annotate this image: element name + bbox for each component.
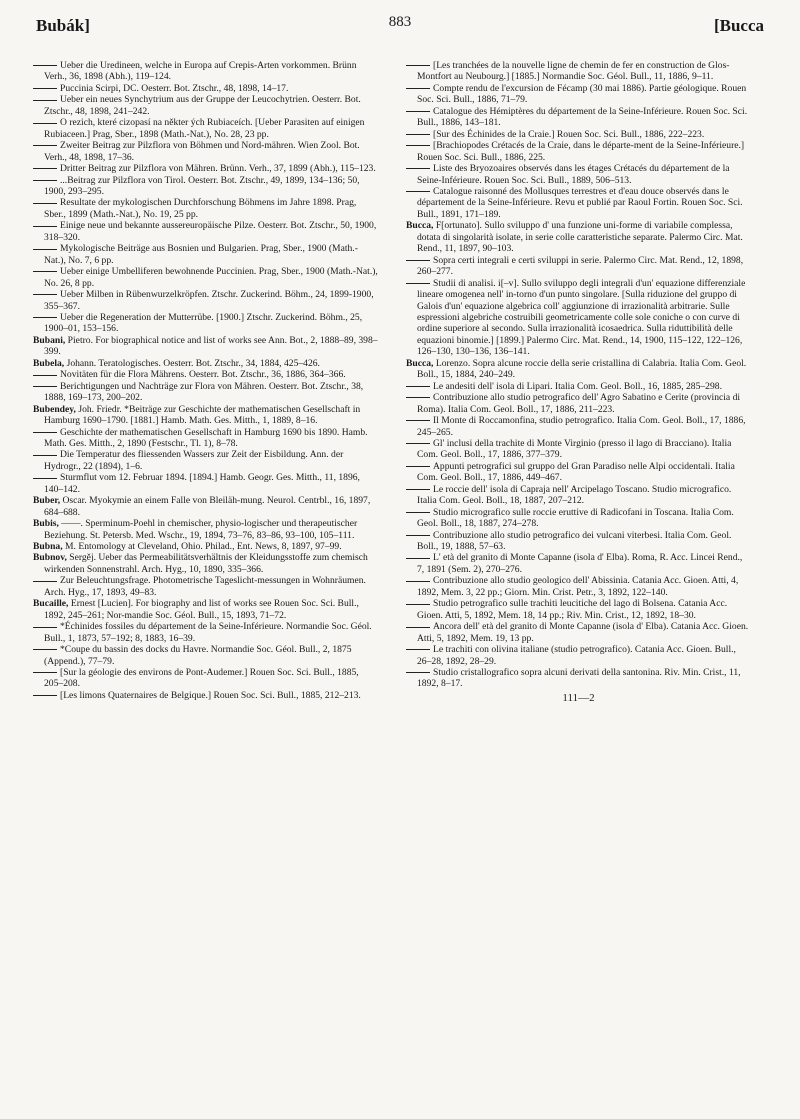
sub-entry <box>406 530 751 553</box>
sub-entry <box>406 381 751 392</box>
sub-entry <box>33 472 378 495</box>
sub-entry <box>33 381 378 404</box>
header-left-guide: Bubák] <box>36 16 90 35</box>
entry-text: Ueber die Regeneration der Mutterrübe. [1900.] Ztschr. Zuckerind. Böhm., 25, 1900–01, 153–156. <box>44 311 363 335</box>
sub-entry <box>406 552 751 575</box>
sub-entry <box>406 392 751 415</box>
author-entry <box>33 404 378 427</box>
entry-text: Puccinia Scirpi, DC. Oesterr. Bot. Ztschr., 48, 1898, 14–17. <box>60 82 289 94</box>
sub-entry <box>406 461 751 484</box>
entry-text: Novitäten für die Flora Mährens. Oesterr. Bot. Ztschr., 36, 1886, 364–366. <box>60 369 346 381</box>
ditto-dash <box>33 695 57 696</box>
sub-entry <box>406 83 751 106</box>
entry-text: Joh. Friedr. *Beiträge zur Geschichte der mathematischen Gesellschaft in Hamburg 1690–1790. [1881.] Hamb. Math. Ges. Mitth., 1, 1889, 8–16. <box>44 403 361 427</box>
ditto-dash <box>406 283 430 284</box>
entry-text: [Sur des Échinides de la Craie.] Rouen Soc. Sci. Bull., 1886, 222–223. <box>433 128 705 140</box>
entry-text: F[ortunato]. Sullo sviluppo d' una funzione uni-forme di variabile complessa, dotata di singolarità isolate, in serie colle caratteristiche separate. Palermo Circ. Mat. Rend., 11, 1897, 90–103. <box>417 220 743 255</box>
ditto-dash <box>33 100 57 101</box>
ditto-dash <box>33 271 57 272</box>
ditto-dash <box>33 168 57 169</box>
author-name: Buber, <box>33 495 61 507</box>
sub-entry <box>406 140 751 163</box>
entry-text: Ueber ein neues Synchytrium aus der Gruppe der Leucochytrien. Oesterr. Bot. Ztschr., 48, 1898, 241–242. <box>44 94 361 117</box>
entry-text: Studio micrografico sulle roccie eruttive di Radicofani in Toscana. Italia Com. Geol. Boll., 18, 1887, 274–278. <box>417 506 734 530</box>
entry-text: Catalogue raisonné des Mollusques terrestres et d'eau douce observés dans le département de la Seine-Inférieure. Revu et publié par Raoul Fortin. Rouen Soc. Sci. Bull., 1891, 171–189. <box>417 185 743 220</box>
ditto-dash <box>406 191 430 192</box>
sub-entry <box>406 129 751 140</box>
left-column <box>33 60 378 701</box>
ditto-dash <box>33 432 57 433</box>
ditto-dash <box>406 466 430 467</box>
entry-text: [Brachiopodes Crétacés de la Craie, dans le départe-ment de la Seine-Inférieure.] Rouen Soc. Sci. Bull., 1886, 225. <box>417 140 745 163</box>
author-entry <box>33 358 378 369</box>
ditto-dash <box>406 65 430 66</box>
entry-text: *Échinides fossiles du département de la Seine-Inférieure. Normandie Soc. Géol. Bull., 1, 1873, 57–192; 8, 1883, 16–39. <box>44 621 372 644</box>
author-name: Bubna, <box>33 541 63 553</box>
ditto-dash <box>406 604 430 605</box>
author-name: Bucca, <box>406 220 434 232</box>
ditto-dash <box>406 111 430 112</box>
ditto-dash <box>406 672 430 673</box>
sub-entry <box>33 243 378 266</box>
entry-text: Contribuzione allo studio petrografico dei vulcani viterbesi. Italia Com. Geol. Boll., 19, 1888, 57–63. <box>417 529 732 553</box>
entry-text: [Les limons Quaternaires de Belgique.] Rouen Soc. Sci. Bull., 1885, 212–213. <box>60 689 361 701</box>
author-entry <box>33 335 378 358</box>
sub-entry <box>33 83 378 94</box>
sub-entry <box>33 690 378 701</box>
sub-entry <box>33 369 378 380</box>
sub-entry <box>406 163 751 186</box>
sub-entry <box>406 106 751 129</box>
entry-text: Ancora dell' età del granito di Monte Capanne (isola d' Elba). Catania Acc. Gioen. Atti, 5, 1892, Mem. 19, 13 pp. <box>417 621 749 644</box>
ditto-dash <box>33 455 57 456</box>
sub-entry <box>33 140 378 163</box>
ditto-dash <box>406 386 430 387</box>
ditto-dash <box>406 649 430 650</box>
entry-text: Il Monte di Roccamonfina, studio petrografico. Italia Com. Geol. Boll., 17, 1886, 245–265. <box>417 415 746 438</box>
entry-text: Johann. Teratologisches. Oesterr. Bot. Ztschr., 34, 1884, 425–426. <box>64 357 320 369</box>
sub-entry <box>33 621 378 644</box>
ditto-dash <box>33 65 57 66</box>
entry-text: Le roccie dell' isola di Capraja nell' Arcipelago Toscano. Studio micrografico. Italia Com. Geol. Boll., 18, 1887, 207–212. <box>417 483 732 507</box>
entry-text: Ueber einige Umbelliferen bewohnende Puccinien. Prag, Sber., 1900 (Math.-Nat.), No. 26, 8 pp. <box>44 266 378 289</box>
sub-entry <box>33 175 378 198</box>
ditto-dash <box>406 260 430 261</box>
sub-entry <box>33 60 378 83</box>
entry-text: Le andesiti dell' isola di Lipari. Italia Com. Geol. Boll., 16, 1885, 285–298. <box>433 380 722 392</box>
author-name: Bubani, <box>33 334 66 346</box>
author-entry <box>33 518 378 541</box>
ditto-dash <box>33 88 57 89</box>
sub-entry <box>33 667 378 690</box>
entry-text: ...Beitrag zur Pilzflora von Tirol. Oesterr. Bot. Ztschr., 49, 1899, 134–136; 50, 1900, 293–295. <box>44 174 360 197</box>
sub-entry <box>33 94 378 117</box>
author-name: Bubnov, <box>33 552 67 564</box>
entry-text: Einige neue und bekannte aussereuropäische Pilze. Oesterr. Bot. Ztschr., 50, 1900, 318–320. <box>44 220 377 243</box>
author-name: Bucaille, <box>33 598 69 610</box>
ditto-dash <box>33 226 57 227</box>
sub-entry <box>406 278 751 358</box>
entry-text: Berichtigungen und Nachträge zur Flora von Mähren. Oesterr. Bot. Ztschr., 38, 1888, 169–173, 200–202. <box>44 380 364 404</box>
author-name: Bubis, <box>33 518 59 530</box>
sub-entry <box>406 667 751 690</box>
ditto-dash <box>33 672 57 673</box>
sub-entry <box>406 484 751 507</box>
author-name: Bubendey, <box>33 403 76 415</box>
sub-entry <box>406 438 751 461</box>
entry-text: Studio cristallografico sopra alcuni derivati della santonina. Riv. Min. Crist., 11, 1892, 8–17. <box>417 667 741 690</box>
entry-text: [Les tranchées de la nouvelle ligne de chemin de fer en construction de Glos-Montfort au Neubourg.] [1885.] Normandie Soc. Géol. Bull., 11, 1886, 9–11. <box>417 60 730 83</box>
ditto-dash <box>406 168 430 169</box>
author-entry <box>33 495 378 518</box>
entry-text: Compte rendu de l'excursion de Fécamp (30 mai 1886). Partie géologique. Rouen Soc. Sci. Bull., 1886, 71–79. <box>417 82 747 106</box>
ditto-dash <box>33 317 57 318</box>
ditto-dash <box>33 478 57 479</box>
ditto-dash <box>406 489 430 490</box>
entry-text: Catalogue des Hémiptères du département de la Seine-Inférieure. Rouen Soc. Sci. Bull., 1886, 143–181. <box>417 105 748 129</box>
ditto-dash <box>33 123 57 124</box>
sub-entry <box>406 255 751 278</box>
sub-entry <box>33 197 378 220</box>
author-name: Bubela, <box>33 357 65 369</box>
author-entry <box>33 552 378 575</box>
header-right-guide: [Bucca <box>713 16 764 35</box>
author-name: Bucca, <box>406 357 434 369</box>
sub-entry <box>33 163 378 174</box>
page-header <box>36 14 764 42</box>
ditto-dash <box>406 397 430 398</box>
author-entry <box>33 598 378 621</box>
entry-text: O rezich, které cizopasí na někter ých Rubiaceích. [Ueber Parasiten auf einigen Rubiaceen.] Prag, Sber., 1898 (Math.-Nat.), No. 28, 23 pp. <box>44 117 365 140</box>
entry-text: Oscar. Myokymie an einem Falle von Bleiläh-mung. Neurol. Centrbl., 16, 1897, 684–688. <box>44 495 371 518</box>
sub-entry <box>33 427 378 450</box>
entry-text: Lorenzo. Sopra alcune roccie della serie cristallina di Calabria. Italia Com. Geol. Boll., 15, 1884, 240–249. <box>417 357 747 381</box>
entry-text: M. Entomology at Cleveland, Ohio. Philad., Ent. News, 8, 1897, 97–99. <box>62 541 342 553</box>
entry-text: Studii di analisi. i[–v]. Sullo sviluppo degli integrali d'un' equazione differenziale lineare omogenea nell' in-torno d'un punto singolare. [Sulla riduzione del gruppo di Galois d'un' equazione algebrica coll' aggiunzione di irrazionalità arbitrarie. Sulle espressioni algebriche costruibili geometricamente colle sole coniche o con curve di ordine superiore al secondo. Sulla irrazionalità icosaedrica. Sulla riduttibilità delle equazioni binomie.] [1899.] Palermo Circ. Mat. Rend., 14, 1900, 115–122, 122–126, 126–130, 130–136, 136–141. <box>417 277 746 358</box>
entry-text: Studio petrografico sulle trachiti leucitiche del lago di Bolsena. Catania Acc. Gioen. Atti, 5, 1892, Mem. 18, 14 pp.; Riv. Min. Crist., 12, 1892, 18–30. <box>417 598 728 621</box>
entry-text: Dritter Beitrag zur Pilzflora von Mähren. Brünn. Verh., 37, 1899 (Abh.), 115–123. <box>60 163 376 175</box>
author-entry <box>406 220 751 254</box>
sub-entry <box>33 289 378 312</box>
sub-entry <box>33 449 378 472</box>
entry-text: Gl' inclusi della trachite di Monte Virginio (presso il lago di Bracciano). Italia Com. Geol. Boll., 17, 1886, 377–379. <box>417 437 732 461</box>
entry-text: Mykologische Beiträge aus Bosnien und Bulgarien. Prag, Sber., 1900 (Math.-Nat.), No. 7, 6 pp. <box>44 243 358 266</box>
sub-entry <box>33 266 378 289</box>
ditto-dash <box>33 581 57 582</box>
sub-entry <box>33 312 378 335</box>
entry-text: Appunti petrografici sul gruppo del Gran Paradiso nelle Alpi occidentali. Italia Com. Geol. Boll., 17, 1886, 449–467. <box>417 460 735 484</box>
ditto-dash <box>406 134 430 135</box>
entry-text: Pietro. For biographical notice and list of works see Ann. Bot., 2, 1888–89, 398–399. <box>44 334 378 358</box>
entry-text: L' età del granito di Monte Capanne (isola d' Elba). Roma, R. Acc. Lincei Rend., 7, 1891 (Sem. 2), 270–276. <box>417 552 743 575</box>
sub-entry <box>406 621 751 644</box>
signature-text: 111—2 <box>562 692 595 704</box>
sub-entry <box>406 644 751 667</box>
ditto-dash <box>33 203 57 204</box>
ditto-dash <box>406 627 430 628</box>
ditto-dash <box>33 249 57 250</box>
entry-text: Zur Beleuchtungsfrage. Photometrische Tageslicht-messungen in Wohnräumen. Arch. Hyg., 17, 1893, 49–83. <box>44 575 366 598</box>
entry-text: [Sur la géologie des environs de Pont-Audemer.] Rouen Soc. Sci. Bull., 1885, 205–208. <box>44 667 359 690</box>
sub-entry <box>406 598 751 621</box>
ditto-dash <box>33 294 57 295</box>
ditto-dash <box>33 145 57 146</box>
sub-entry <box>406 186 751 220</box>
sub-entry <box>406 415 751 438</box>
ditto-dash <box>406 145 430 146</box>
ditto-dash <box>406 88 430 89</box>
page-number: 883 <box>388 14 412 30</box>
entry-text: Resultate der mykologischen Durchforschung Böhmens im Jahre 1898. Prag, Sber., 1899 (Math.-Nat.), No. 19, 25 pp. <box>44 197 357 220</box>
ditto-dash <box>33 180 57 181</box>
ditto-dash <box>33 375 57 376</box>
sub-entry <box>33 117 378 140</box>
ditto-dash <box>406 512 430 513</box>
entry-text: Contribuzione allo studio petrografico dell' Agro Sabatino e Cerite (provincia di Roma). Italia Com. Geol. Boll., 17, 1886, 211–223. <box>417 392 741 415</box>
entry-text: Ueber Milben in Rübenwurzelkröpfen. Ztschr. Zuckerind. Böhm., 24, 1899-1900, 355–367. <box>44 289 374 312</box>
author-entry <box>406 358 751 381</box>
entry-text: Geschichte der mathematischen Gesellschaft in Hamburg 1690 bis 1890. Hamb. Math. Ges. Mitth., 2, 1890 (Festschr., Tl. 1), 8–78. <box>44 426 368 449</box>
ditto-dash <box>406 535 430 536</box>
ditto-dash <box>406 558 430 559</box>
sub-entry <box>33 220 378 243</box>
entry-text: Sergěj. Ueber das Permeabilitätsverhältnis der Kleidungsstoffe zum chemisch wirkenden Sonnenstrahl. Arch. Hyg., 10, 1890, 335–366. <box>44 552 368 575</box>
sub-entry <box>33 575 378 598</box>
entry-text: Liste des Bryozoaires observés dans les étages Crétacés du département de la Seine-Inférieure. Rouen Soc. Sci. Bull., 1889, 506–513. <box>417 163 730 186</box>
entry-text: Ernest [Lucien]. For biography and list of works see Rouen Soc. Sci. Bull., 1892, 245–261; Nor-mandie Soc. Géol. Bull., 15, 1893, 71–72. <box>44 598 359 621</box>
sub-entry <box>33 644 378 667</box>
entry-text: Le trachiti con olivina italiane (studio petrografico). Catania Acc. Gioen. Bull., 26–28, 1892, 28–29. <box>417 644 736 667</box>
entry-text: Sturmflut vom 12. Februar 1894. [1894.] Hamb. Geogr. Ges. Mitth., 11, 1896, 140–142. <box>44 472 360 495</box>
ditto-dash <box>406 443 430 444</box>
ditto-dash <box>33 386 57 387</box>
entry-text: Contribuzione allo studio geologico dell' Abissinia. Catania Acc. Gioen. Atti, 4, 1892, Mem. 3, 22 pp.; Giorn. Min. Crist. Petr., 3, 1892, 122–140. <box>417 575 739 598</box>
ditto-dash <box>33 627 57 628</box>
right-column <box>406 60 751 690</box>
entry-text: Sopra certi integrali e certi sviluppi in serie. Palermo Circ. Mat. Rend., 12, 1898, 260–277. <box>417 254 744 278</box>
author-entry <box>33 541 378 552</box>
sub-entry <box>406 575 751 598</box>
ditto-dash <box>406 581 430 582</box>
ditto-dash <box>33 649 57 650</box>
entry-text: *Coupe du bassin des docks du Havre. Normandie Soc. Géol. Bull., 2, 1875 (Append.), 77–79. <box>44 644 352 667</box>
entry-text: Zweiter Beitrag zur Pilzflora von Böhmen und Nord-mähren. Wien Zool. Bot. Verh., 48, 1898, 17–36. <box>44 140 360 163</box>
ditto-dash <box>406 420 430 421</box>
sub-entry <box>406 60 751 83</box>
signature-mark <box>406 692 751 704</box>
entry-text: ——. Sperminum-Poehl in chemischer, physio-logischer und therapeutischer Beziehung. St. Petersb. Med. Wschr., 19, 1894, 73–76, 83–86, 93–100, 105–111. <box>44 518 358 541</box>
sub-entry <box>406 507 751 530</box>
entry-text: Ueber die Uredineen, welche in Europa auf Crepis-Arten vorkommen. Brünn Verh., 36, 1898 (Abh.), 119–124. <box>44 60 357 83</box>
entry-text: Die Temperatur des fliessenden Wassers zur Zeit der Eisbildung. Ann. der Hydrogr., 22 (1894), 1–6. <box>44 449 344 472</box>
